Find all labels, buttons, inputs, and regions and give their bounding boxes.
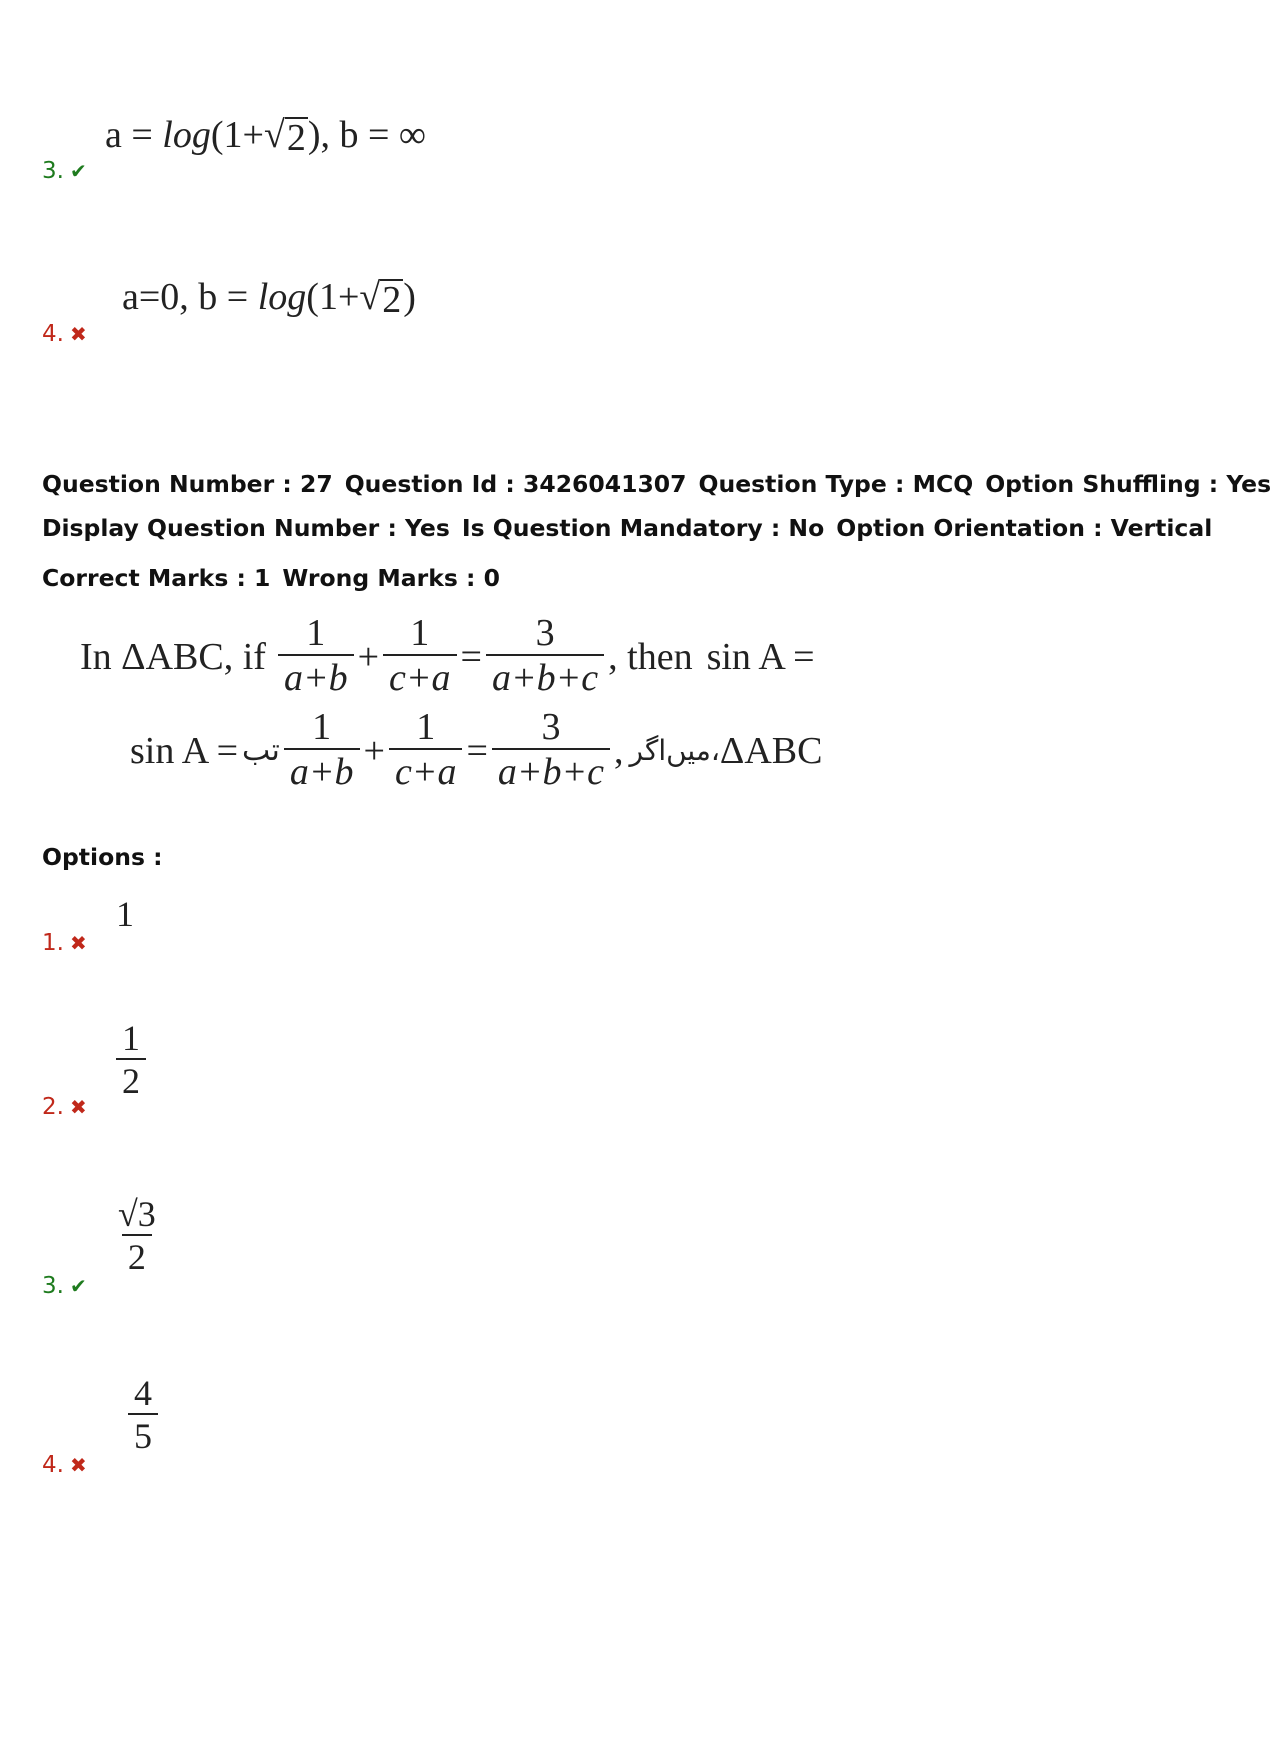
question-text-english: In ΔABC, if $\frac{1}{a+b}$ + $\frac{1}{c+a}$ = $\frac{3}{a+b+c}$ , then sin A = [80,612,815,699]
fraction-1-over-2: $\frac{1}{2}$ [116,1020,146,1101]
cross-icon: ✖ [69,931,87,955]
fraction-3-over-a-plus-b-plus-c: $\frac{3}{a+b+c}$ [486,614,604,700]
option-4-value [124,1375,162,1456]
prev-option-3-number: 3. ✔ [42,158,87,184]
option-1-number[interactable]: 1. ✖ [42,930,87,956]
question-text-urdu: sin A = تب $\frac{1}{a+b}$ + $\frac{1}{c+a}$ = $\frac{3}{a+b+c}$ , اگر میں، ΔABC [130,706,823,793]
fraction-3-over-a-plus-b-plus-c: $\frac{3}{a+b+c}$ [492,708,610,794]
option-2-number[interactable]: 2. ✖ [42,1094,87,1120]
check-icon: ✔ [69,159,87,183]
option-1-value: 1 [116,894,134,934]
check-icon: ✔ [69,1274,87,1298]
fraction-4-over-5: $\frac{4}{5}$ [128,1375,158,1456]
fraction-1-over-a-plus-b: $\frac{1}{a+b}$ [284,708,360,794]
fraction-1-over-c-plus-a: $\frac{1}{c+a}$ [389,708,463,794]
cross-icon: ✖ [69,322,87,346]
question-meta-line-1: Question Number : 27 Question Id : 3426041307 Question Type : MCQ Option Shuffling : Yes [42,470,1271,498]
cross-icon: ✖ [69,1453,87,1477]
option-3-number[interactable]: 3. ✔ [42,1273,87,1299]
fraction-root3-over-2: $\frac{√3}{2}$ [118,1194,156,1277]
fraction-1-over-c-plus-a: $\frac{1}{c+a}$ [383,614,457,700]
prev-option-3-formula: a = log(1+√ 2 ), b = ∞ [105,114,426,159]
prev-option-4-formula: a=0, b = log(1+√ 2 ) [122,276,416,321]
prev-option-4-number: 4. ✖ [42,321,87,347]
option-4-number[interactable]: 4. ✖ [42,1452,87,1478]
sqrt-symbol: √ 2 [359,276,402,321]
option-2-value [112,1020,150,1101]
fraction-1-over-a-plus-b: $\frac{1}{a+b}$ [278,614,354,700]
option-3-value [108,1196,166,1277]
question-meta-line-2: Display Question Number : Yes Is Question Mandatory : No Option Orientation : Vertical [42,514,1213,542]
question-meta-line-3: Correct Marks : 1 Wrong Marks : 0 [42,564,500,592]
cross-icon: ✖ [69,1095,87,1119]
options-label: Options : [42,843,163,871]
sqrt-symbol: √ 2 [263,114,306,159]
